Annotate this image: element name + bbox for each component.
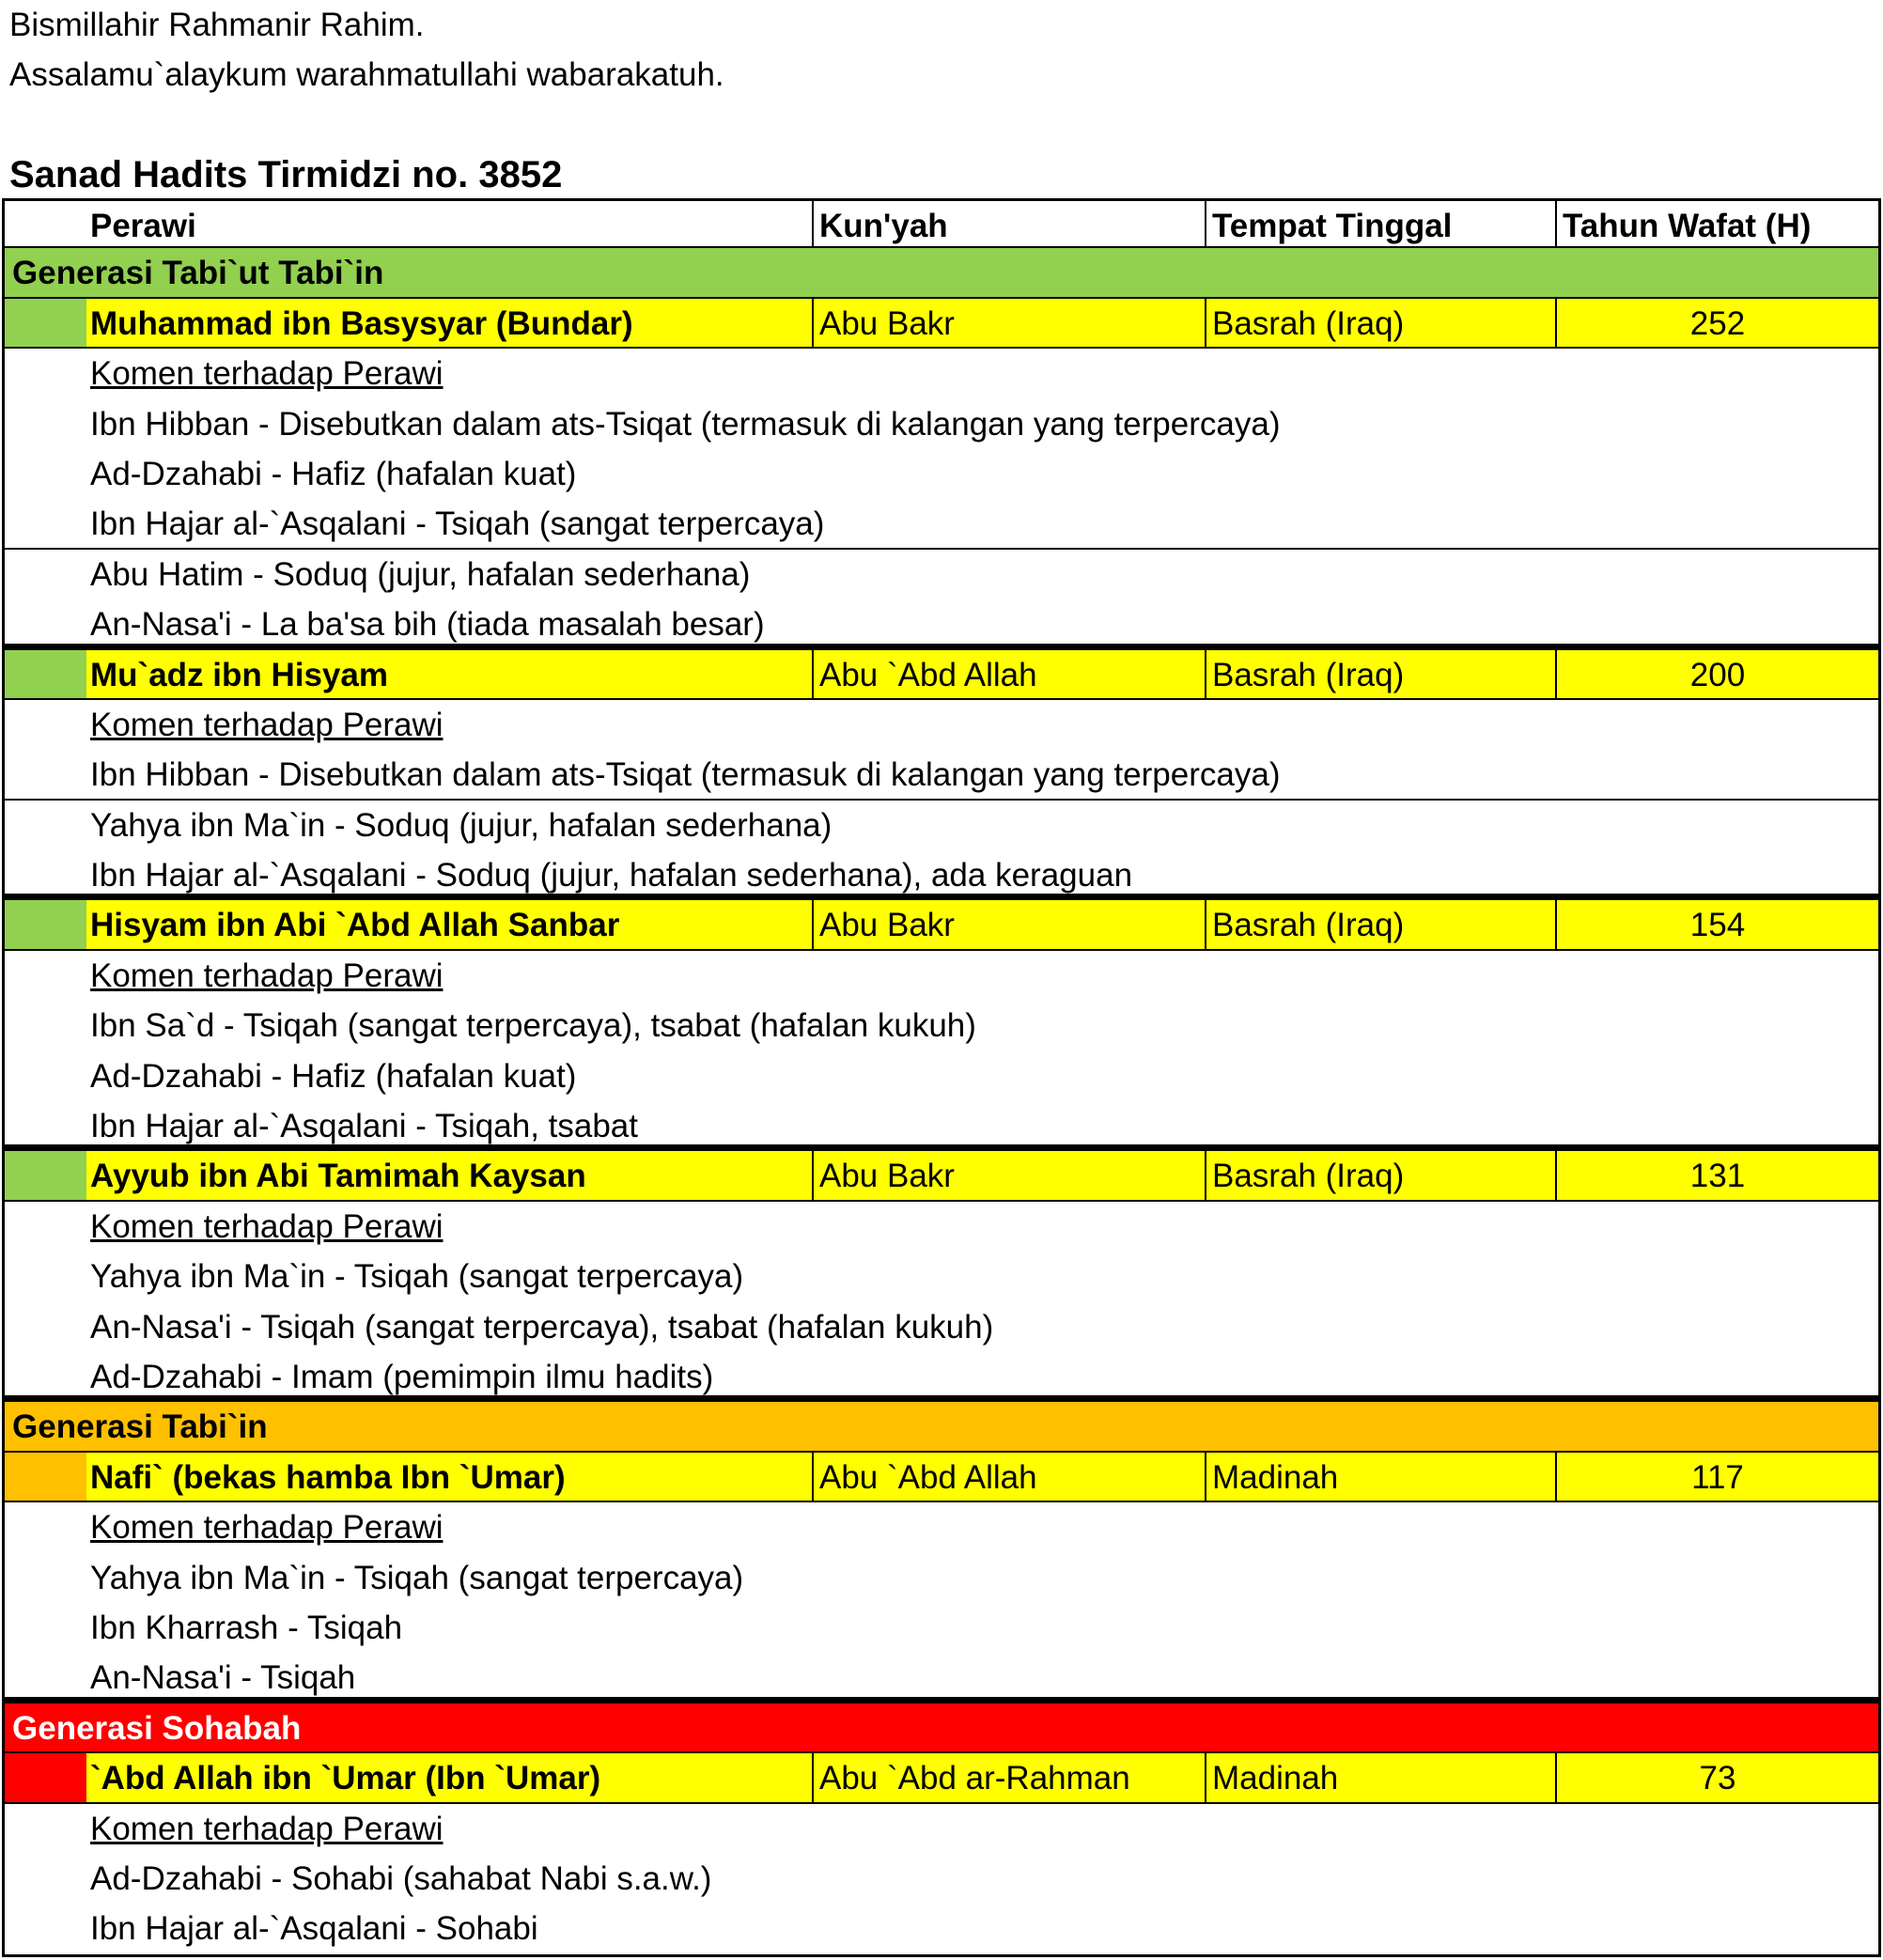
comment-row <box>5 1352 1878 1402</box>
comment-heading: Komen terhadap Perawi <box>90 1207 444 1245</box>
narrator-name: Muhammad ibn Basysyar (Bundar) <box>90 304 633 342</box>
comment-text: Ibn Hajar al-`Asqalani - Sohabi <box>90 1910 538 1948</box>
narrator-tempat-tinggal: Madinah <box>1205 1453 1555 1501</box>
narrator-tahun-wafat: 252 <box>1555 299 1878 347</box>
narrator-kunyah: Abu Bakr <box>812 900 1205 948</box>
comment-row <box>5 801 1878 850</box>
header-tahun-wafat: Tahun Wafat (H) <box>1555 201 1878 246</box>
narrator-row <box>5 299 1878 349</box>
generation-color-cell <box>5 650 86 698</box>
comment-heading-row <box>5 700 1878 750</box>
comment-heading-row <box>5 1804 1878 1854</box>
generation-color-cell <box>5 1753 86 1801</box>
narrator-tahun-wafat: 73 <box>1555 1753 1878 1801</box>
comment-heading: Komen terhadap Perawi <box>90 706 444 743</box>
comment-text: An-Nasa'i - Tsiqah (sangat terpercaya), tsabat (hafalan kukuh) <box>90 1308 994 1346</box>
sanad-table <box>2 198 1881 1957</box>
narrator-kunyah: Abu `Abd Allah <box>812 650 1205 698</box>
narrator-tahun-wafat: 154 <box>1555 900 1878 948</box>
comment-heading-row <box>5 1502 1878 1552</box>
comment-text: Ibn Hajar al-`Asqalani - Tsiqah, tsabat <box>90 1108 638 1145</box>
narrator-kunyah: Abu `Abd ar-Rahman <box>812 1753 1205 1801</box>
header-tempat-tinggal: Tempat Tinggal <box>1205 201 1555 246</box>
comment-row <box>5 1051 1878 1101</box>
table-body <box>5 248 1878 1953</box>
narrator-row <box>5 900 1878 950</box>
comment-row <box>5 1603 1878 1653</box>
narrator-row <box>5 650 1878 700</box>
narrator-tahun-wafat: 131 <box>1555 1151 1878 1199</box>
comment-text: Yahya ibn Ma`in - Tsiqah (sangat terpercaya) <box>90 1258 744 1296</box>
greeting-line-1: Bismillahir Rahmanir Rahim. <box>9 7 425 43</box>
generation-label: Generasi Tabi`ut Tabi`in <box>12 255 384 292</box>
comment-row <box>5 850 1878 900</box>
generation-color-cell <box>5 1151 86 1199</box>
comment-text: Ibn Kharrash - Tsiqah <box>90 1609 403 1646</box>
generation-label: Generasi Sohabah <box>12 1709 302 1747</box>
comment-text: Yahya ibn Ma`in - Soduq (jujur, hafalan sederhana) <box>90 806 833 844</box>
comment-text: An-Nasa'i - La ba'sa bih (tiada masalah besar) <box>90 606 765 644</box>
comment-row <box>5 1252 1878 1301</box>
generation-color-cell <box>5 299 86 347</box>
comment-row <box>5 1302 1878 1352</box>
header-perawi: Perawi <box>90 208 196 244</box>
narrator-name: Hisyam ibn Abi `Abd Allah Sanbar <box>90 907 620 944</box>
generation-header-row <box>5 248 1878 298</box>
generation-header-row <box>5 1402 1878 1452</box>
comment-row <box>5 550 1878 599</box>
comment-row <box>5 1553 1878 1603</box>
narrator-kunyah: Abu `Abd Allah <box>812 1453 1205 1501</box>
comment-text: Ad-Dzahabi - Hafiz (hafalan kuat) <box>90 455 577 492</box>
narrator-row <box>5 1453 1878 1502</box>
generation-label: Generasi Tabi`in <box>12 1408 268 1446</box>
narrator-name: Nafi` (bekas hamba Ibn `Umar) <box>90 1458 566 1496</box>
narrator-tahun-wafat: 117 <box>1555 1453 1878 1501</box>
comment-row <box>5 1653 1878 1703</box>
narrator-kunyah: Abu Bakr <box>812 1151 1205 1199</box>
narrator-tahun-wafat: 200 <box>1555 650 1878 698</box>
comment-text: Yahya ibn Ma`in - Tsiqah (sangat terpercaya) <box>90 1559 744 1596</box>
narrator-row <box>5 1753 1878 1803</box>
comment-text: Ibn Hibban - Disebutkan dalam ats-Tsiqat (termasuk di kalangan yang terpercaya) <box>90 405 1281 443</box>
generation-color-cell <box>5 900 86 948</box>
narrator-tempat-tinggal: Basrah (Iraq) <box>1205 299 1555 347</box>
narrator-tempat-tinggal: Basrah (Iraq) <box>1205 1151 1555 1199</box>
comment-row <box>5 499 1878 549</box>
generation-color-cell <box>5 1453 86 1501</box>
comment-heading-row <box>5 951 1878 1001</box>
narrator-kunyah: Abu Bakr <box>812 299 1205 347</box>
narrator-tempat-tinggal: Basrah (Iraq) <box>1205 900 1555 948</box>
header-kunyah: Kun'yah <box>812 201 1205 246</box>
comment-text: An-Nasa'i - Tsiqah <box>90 1659 356 1697</box>
comment-row <box>5 1904 1878 1953</box>
comment-row <box>5 1101 1878 1151</box>
comment-row <box>5 1001 1878 1050</box>
comment-heading: Komen terhadap Perawi <box>90 355 444 393</box>
comment-row <box>5 1854 1878 1904</box>
narrator-tempat-tinggal: Madinah <box>1205 1753 1555 1801</box>
comment-heading-row <box>5 1202 1878 1252</box>
generation-header-row <box>5 1703 1878 1753</box>
comment-text: Ibn Hibban - Disebutkan dalam ats-Tsiqat (termasuk di kalangan yang terpercaya) <box>90 756 1281 794</box>
narrator-tempat-tinggal: Basrah (Iraq) <box>1205 650 1555 698</box>
comment-text: Ad-Dzahabi - Hafiz (hafalan kuat) <box>90 1057 577 1095</box>
comment-text: Abu Hatim - Soduq (jujur, hafalan sederhana) <box>90 555 751 593</box>
comment-row <box>5 399 1878 449</box>
comment-row <box>5 599 1878 649</box>
comment-heading: Komen terhadap Perawi <box>90 1810 444 1847</box>
narrator-name: Mu`adz ibn Hisyam <box>90 656 388 693</box>
narrator-name: `Abd Allah ibn `Umar (Ibn `Umar) <box>90 1760 601 1797</box>
comment-text: Ibn Sa`d - Tsiqah (sangat terpercaya), tsabat (hafalan kukuh) <box>90 1007 976 1045</box>
comment-row <box>5 449 1878 499</box>
narrator-name: Ayyub ibn Abi Tamimah Kaysan <box>90 1158 586 1195</box>
comment-text: Ibn Hajar al-`Asqalani - Tsiqah (sangat terpercaya) <box>90 506 825 543</box>
comment-heading-row <box>5 349 1878 398</box>
greeting-line-2: Assalamu`alaykum warahmatullahi wabarakatuh. <box>9 56 724 93</box>
comment-row <box>5 750 1878 800</box>
narrator-row <box>5 1151 1878 1201</box>
header-spacer <box>5 201 86 246</box>
comment-text: Ibn Hajar al-`Asqalani - Soduq (jujur, hafalan sederhana), ada keraguan <box>90 857 1133 894</box>
comment-text: Ad-Dzahabi - Sohabi (sahabat Nabi s.a.w.) <box>90 1859 712 1897</box>
comment-heading: Komen terhadap Perawi <box>90 1509 444 1547</box>
comment-text: Ad-Dzahabi - Imam (pemimpin ilmu hadits) <box>90 1358 714 1395</box>
table-header-row <box>5 198 1878 248</box>
page-title: Sanad Hadits Tirmidzi no. 3852 <box>9 154 563 195</box>
comment-heading: Komen terhadap Perawi <box>90 957 444 994</box>
